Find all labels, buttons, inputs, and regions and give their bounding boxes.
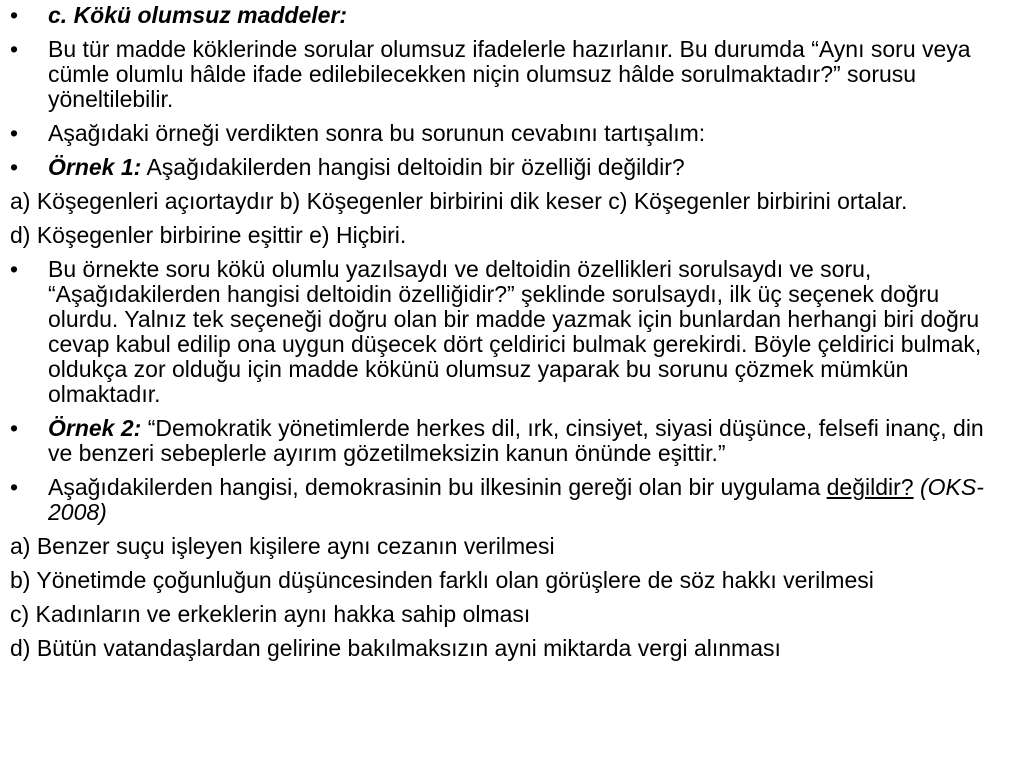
bullet-icon: • — [10, 415, 19, 441]
section-heading: c. Kökü olumsuz maddeler: — [48, 2, 348, 28]
question-2-source: (OKS-2008) — [48, 474, 984, 525]
option-c: c) Kadınların ve erkeklerin aynı hakka sahip olması — [10, 601, 531, 627]
question-2-underlined: değildir? — [826, 474, 914, 500]
example-1-options-line-1: a) Köşegenleri açıortaydır b) Köşegenler birbirini dik keser c) Köşegenler birbirini ortalar. — [10, 188, 908, 214]
bullet-icon: • — [10, 36, 19, 62]
bullet-icon: • — [10, 120, 19, 146]
bullet-heading — [10, 3, 1014, 28]
bullet-explanation — [10, 257, 1014, 407]
bullet-intro — [10, 37, 1014, 112]
bullet-icon: • — [10, 256, 19, 282]
question-2-text: Aşağıdakilerden hangisi, demokrasinin bu ilkesinin gereği olan bir uygulama — [48, 474, 827, 500]
explanation-text: Bu örnekte soru kökü olumlu yazılsaydı ve deltoidin özellikleri sorulsaydı ve soru, “Aşağıdakilerden hangisi deltoidin özelliğidir?” şeklinde sorulsaydı, ilk üç seçenek doğru olurdu. Yalnız tek seçeneği doğru olan bir madde yazmak için bunlardan herhangi biri doğru cevap kabul edilip ona uygun düşecek dört çeldirici bulmak gerekirdi. Böyle çeldirici bulmak, oldukça zor olduğu için madde kökünü olumsuz yaparak bu sorunu çözmek mümkün olmaktadır. — [48, 256, 982, 407]
bullet-example-1 — [10, 155, 1014, 180]
example-2-quote: “Demokratik yönetimlerde herkes dil, ırk, cinsiyet, siyasi düşünce, felsefi inanç, din ve benzeri sebeplerle ayırım gözetilmeksizin kanun önünde eşittir.” — [48, 415, 984, 466]
discuss-text: Aşağıdaki örneği verdikten sonra bu sorunun cevabını tartışalım: — [48, 120, 706, 146]
intro-text: Bu tür madde köklerinde sorular olumsuz ifadelerle hazırlanır. Bu durumda “Aynı soru veya cümle olumlu hâlde ifade edilebilecekken niçin olumsuz hâlde sorulmaktadır?” sorusu yöneltilebilir. — [48, 36, 971, 112]
example-1-question: Aşağıdakilerden hangisi deltoidin bir özelliği değildir? — [141, 154, 685, 180]
bullet-question-2 — [10, 475, 1014, 525]
bullet-icon: • — [10, 154, 19, 180]
option-d: d) Bütün vatandaşlardan gelirine bakılmaksızın ayni miktarda vergi alınması — [10, 635, 781, 661]
example-2-label: Örnek 2: — [48, 415, 142, 441]
example-1-label: Örnek 1: — [48, 154, 142, 180]
bullet-icon: • — [10, 2, 19, 28]
bullet-icon: • — [10, 474, 19, 500]
example-1-options-line-2: d) Köşegenler birbirine eşittir e) Hiçbiri. — [10, 222, 407, 248]
option-a: a) Benzer suçu işleyen kişilere aynı cezanın verilmesi — [10, 533, 555, 559]
bullet-discuss — [10, 121, 1014, 146]
option-b: b) Yönetimde çoğunluğun düşüncesinden farklı olan görüşlere de söz hakkı verilmesi — [10, 567, 874, 593]
bullet-example-2 — [10, 416, 1014, 466]
